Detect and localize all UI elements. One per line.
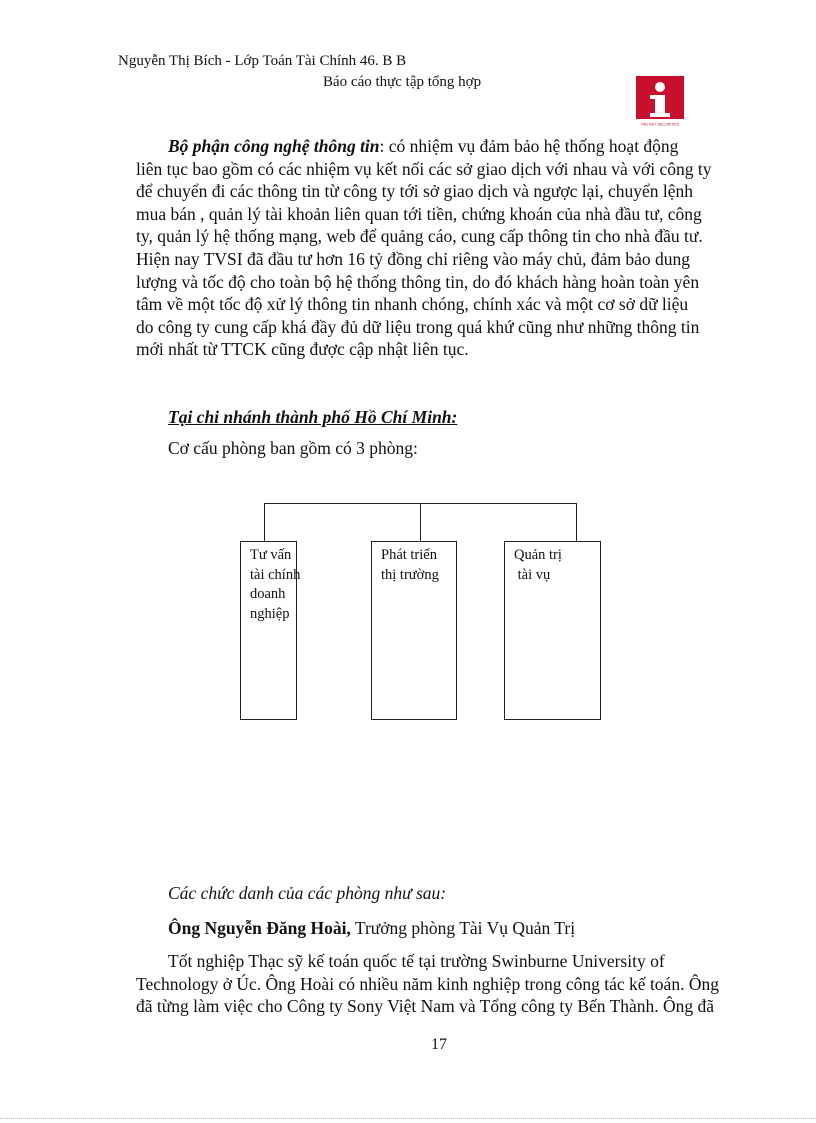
para-line: do công ty cung cấp khá đầy đủ dữ liệu trong quá khứ cũng như những thông tin — [136, 316, 700, 337]
para-line: mua bán , quản lý tài khoản liên quan tới tiền, chứng khoán của nhà đầu tư, công — [136, 203, 702, 224]
para-line: Technology ở Úc. Ông Hoài có nhiều năm kinh nghiệp trong công tác kế toán. Ông — [136, 973, 719, 994]
org-box-text: tài vụ — [514, 566, 551, 583]
org-box-text: Tư vấn — [250, 547, 292, 563]
company-logo-icon — [636, 76, 684, 128]
org-box-market-development — [371, 541, 457, 720]
para-line: lượng và tốc độ cho toàn bộ hệ thống thông tin, do đó khách hàng hoàn toàn yên — [136, 271, 700, 292]
section-it-heading: Bộ phận công nghệ thông tin — [168, 136, 380, 156]
org-box-text: nghiệp — [250, 605, 290, 622]
positions-heading: Các chức danh của các phòng như sau: — [168, 883, 447, 903]
org-box-text: thị trường — [381, 566, 439, 583]
section-it-first-line — [136, 135, 756, 158]
para-line: tâm về một tốc độ xử lý thông tin nhanh chóng, chính xác và một cơ sở dữ liệu — [136, 294, 689, 315]
para-line: đã từng làm việc cho Công ty Sony Việt Nam và Tổng công ty Bến Thành. Ông đã — [136, 996, 715, 1017]
para-line: Tốt nghiệp Thạc sỹ kế toán quốc tế tại trường Swinburne University of — [168, 951, 665, 971]
person-bio — [136, 950, 756, 1018]
org-chart-connector-middle — [420, 503, 421, 542]
para-line: ty, quản lý hệ thống mạng, web để quảng cáo, cung cấp thông tin cho nhà đầu tư. — [136, 226, 703, 247]
branch-heading: Tại chi nhánh thành phố Hồ Chí Minh: — [168, 407, 458, 427]
person-line — [168, 917, 575, 940]
page-bottom-border — [0, 1118, 816, 1119]
org-box-text: doanh — [250, 586, 286, 602]
header-report-title: Báo cáo thực tập tổng hợp — [323, 74, 482, 90]
person-title: Trưởng phòng Tài Vụ Quản Trị — [350, 918, 576, 938]
org-chart-connector-left — [264, 503, 265, 542]
para-line: mới nhất từ TTCK cũng được cập nhật liên tục. — [136, 339, 469, 360]
para-line: để chuyển đi các thông tin từ công ty tới sở giao dịch và ngược lại, chuyển lệnh — [136, 181, 694, 202]
para-line: liên tục bao gồm có các nhiệm vụ kết nối các sở giao dịch với nhau và với công ty — [136, 158, 712, 179]
departments-intro: Cơ cấu phòng ban gồm có 3 phòng: — [168, 438, 418, 458]
org-box-text: Quản trị — [514, 547, 562, 563]
section-it-department — [136, 135, 756, 361]
header-author-line: Nguyễn Thị Bích - Lớp Toán Tài Chính 46. B B — [118, 53, 407, 69]
org-box-finance-administration — [504, 541, 601, 720]
para-line: Hiện nay TVSI đã đầu tư hơn 16 tỷ đồng chỉ riêng vào máy chủ, đảm bảo dung — [136, 248, 691, 269]
person-name: Ông Nguyễn Đăng Hoài, — [168, 918, 351, 938]
org-box-text: tài chính — [250, 566, 301, 583]
para-line: : có nhiệm vụ đảm bảo hệ thống hoạt động — [379, 136, 679, 156]
org-box-text: Phát triển — [381, 547, 437, 563]
logo-caption: TAN VIET SECURITIES — [640, 122, 680, 127]
org-box-financial-advisory — [240, 541, 301, 720]
company-logo — [636, 76, 684, 128]
page-number: 17 — [431, 1036, 447, 1053]
org-chart-connector-right — [576, 503, 577, 542]
